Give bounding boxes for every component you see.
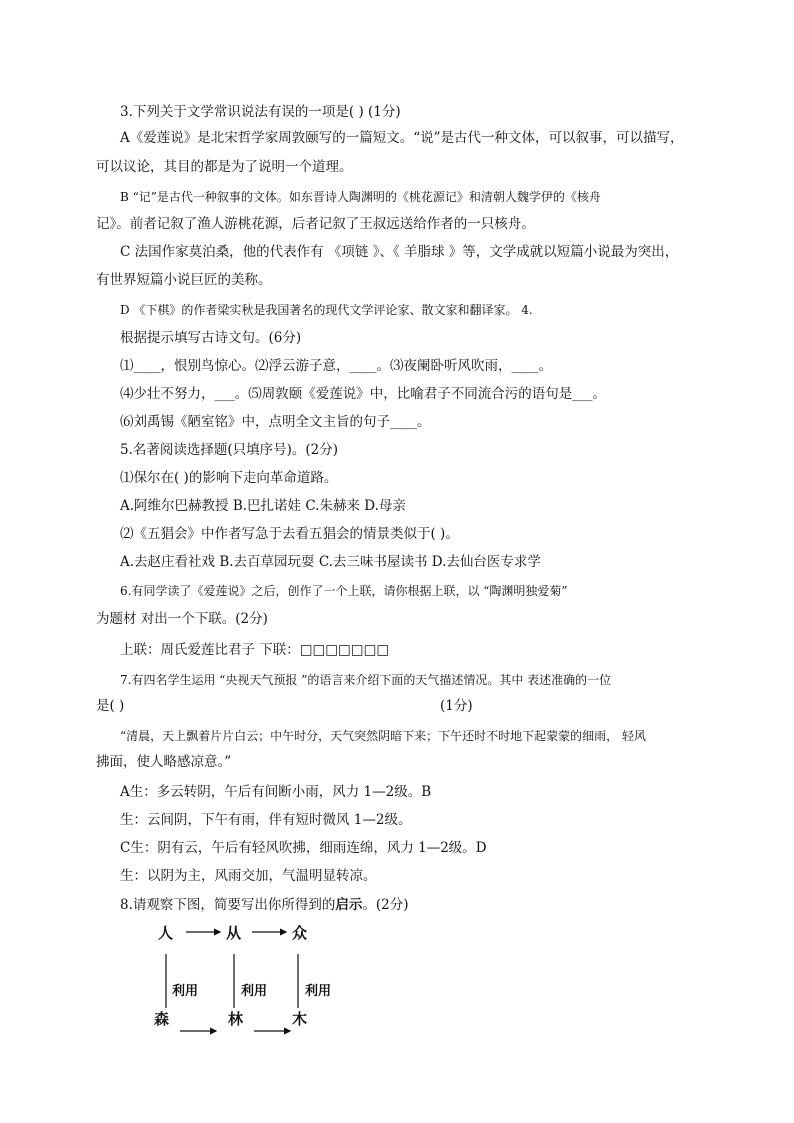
q3-option-c-line1: C 法国作家莫泊桑，他的代表作有 《项链 》、《 羊脂球 》等，文学成就以短篇小说最为突出， [120, 244, 679, 260]
q7-quote-line1: “清晨，天上飘着片片白云；中午时分，天气突然阴暗下来；下午还时不时地下起蒙蒙的细雨， 轻风 [120, 729, 646, 743]
q5-part2-options: A.去赵庄看社戏 B.去百草园玩耍 C.去三味书屋读书 D.去仙台医专求学 [120, 554, 541, 570]
q3-option-b-line2: 记》。前者记叙了渔人游桃花源，后者记叙了王叔远送给作者的一只核舟。 [96, 216, 535, 232]
char-sen: 森 [154, 1010, 170, 1028]
q7-option-line3: C生：阴有云，午后有轻风吹拂，细雨连绵，风力 1—2级。D [120, 840, 487, 856]
char-cong: 从 [226, 924, 242, 942]
character-diagram [150, 918, 350, 1038]
q8-stem-text: 8.请观察下图，简要写出你所得到的 [120, 897, 336, 913]
diagram-arrows [150, 918, 350, 1038]
q5-part2: ⑵《五猖会》中作者写急于去看五猖会的情景类似于( )。 [120, 526, 459, 542]
q8-stem [120, 896, 409, 914]
q7-option-line4: 生：以阴为主，风雨交加，气温明显转凉。 [120, 868, 377, 884]
q5-part1-options: A.阿维尔巴赫教授 B.巴扎诺娃 C.朱赫来 D.母亲 [120, 498, 406, 514]
q5-part1: ⑴保尔在( )的影响下走向革命道路。 [120, 470, 338, 486]
q3-option-d: D 《下棋》的作者梁实秋是我国著名的现代文学评论家、散文家和翻译家。 4. [120, 303, 533, 317]
char-mu: 木 [292, 1010, 308, 1028]
q4-line1: ⑴____，恨别鸟惊心。⑵浮云游子意，____。⑶夜阑卧听风吹雨，____。 [120, 358, 552, 374]
q7-quote-line2: 拂面，使人略感凉意。” [96, 754, 232, 770]
label-use-1: 利用 [172, 984, 199, 999]
label-use-3: 利用 [305, 984, 332, 999]
char-lin: 林 [228, 1010, 244, 1028]
q3-stem: 3.下列关于文学常识说法有误的一项是( ) (1分) [120, 104, 401, 120]
q7-score: (1分) [440, 698, 473, 714]
q8-stem-end: 。(2分) [362, 897, 409, 913]
label-use-2: 利用 [241, 984, 268, 999]
q3-option-b-line1: B “记”是古代一种叙事的文体。如东晋诗人陶渊明的《桃花源记》和清朝人魏学伊的《核舟 [120, 190, 601, 204]
q8-stem-bold: 启示 [335, 897, 363, 913]
q3-option-a-line2: 可以议论，其目的都是为了说明一个道理。 [96, 159, 353, 175]
char-ren: 人 [158, 924, 174, 942]
q6-couplet: 上联：周氏爱莲比君子 下联：□□□□□□□ [120, 642, 390, 658]
q6-stem-line2: 为题材 对出一个下联。(2分) [96, 611, 268, 627]
char-zhong: 众 [292, 924, 308, 942]
q5-stem: 5.名著阅读选择题(只填序号)。(2分) [120, 442, 339, 458]
q7-option-line2: 生：云间阴，下午有雨，伴有短时微风 1—2级。 [120, 812, 412, 828]
q7-stem: 7.有四名学生运用 “央视天气预报 ”的语言来介绍下面的天气描述情况。其中 表述准确的一位 [120, 673, 612, 687]
q7-option-line1: A生：多云转阴，午后有间断小雨，风力 1—2级。B [120, 784, 432, 800]
q3-option-c-line2: 有世界短篇小说巨匠的美称。 [96, 272, 272, 288]
q4-stem: 根据提示填写古诗文句。(6分) [120, 330, 302, 346]
q6-stem: 6.有同学读了《爱莲说》之后，创作了一个上联，请你根据上联，以 “陶渊明独爱菊” [120, 584, 568, 598]
q7-stem-line2: 是( ) [96, 698, 125, 714]
q4-line2: ⑷少壮不努力，___。⑸周敦颐《爱莲说》中，比喻君子不同流合污的语句是___。 [120, 386, 606, 402]
q4-line3: ⑹刘禹锡《陋室铭》中，点明全文主旨的句子____。 [120, 414, 431, 430]
q3-option-a-line1: A《爱莲说》是北宋哲学家周敦颐写的一篇短文。“说”是古代一种文体，可以叙事，可以描写， [120, 130, 684, 146]
